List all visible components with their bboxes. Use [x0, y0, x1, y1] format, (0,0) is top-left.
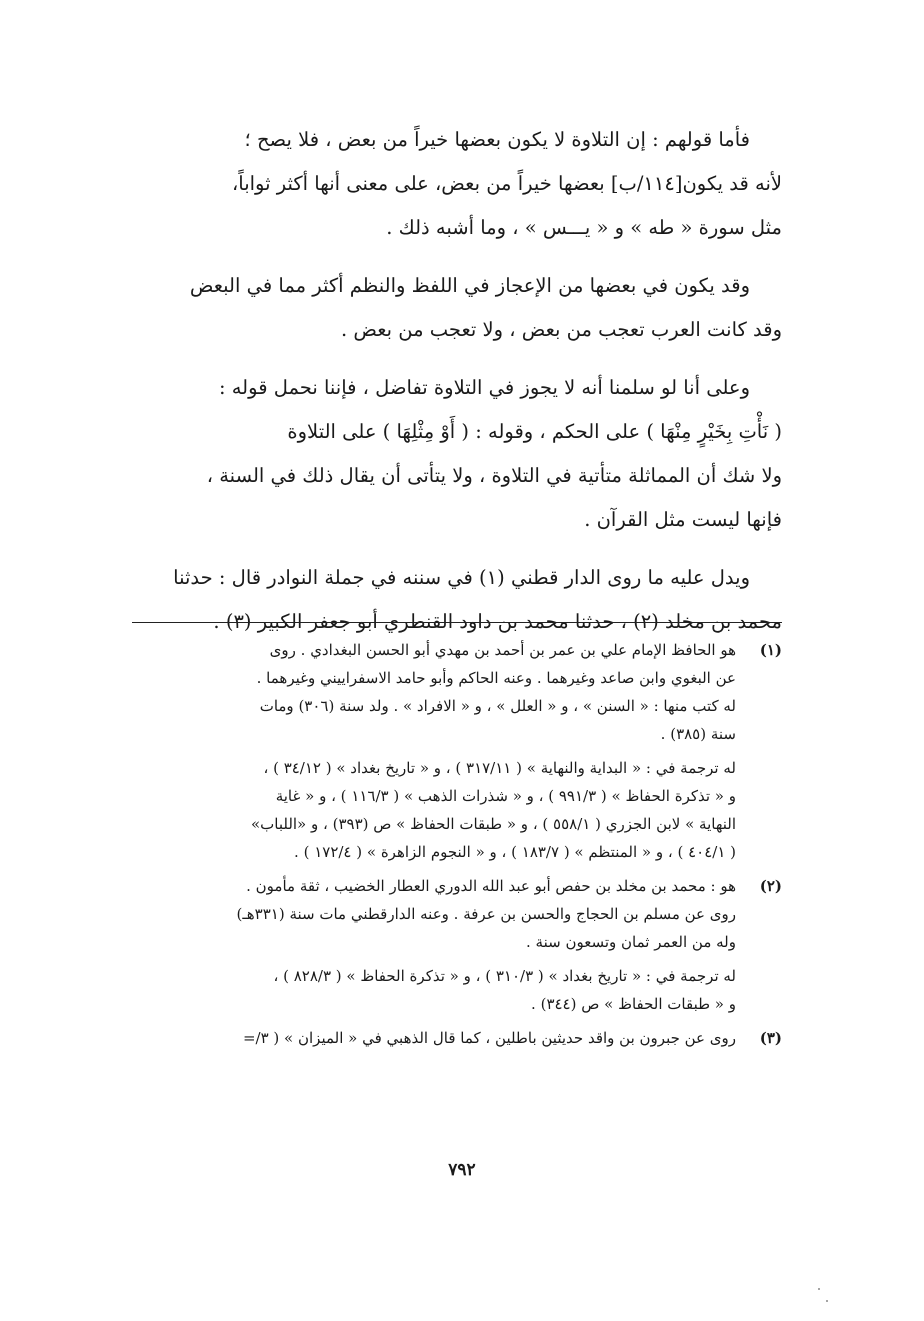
text-line: فأما قولهم : إن التلاوة لا يكون بعضها خيراً من بعض ، فلا يصح ؛: [244, 128, 750, 151]
footnote-line: و « تذكرة الحفاظ » ( ٩٩١/٣ ) ، و « شذرات الذهب » ( ١١٦/٣ ) ، و « غاية: [275, 787, 736, 805]
text-line: فإنها ليست مثل القرآن .: [584, 508, 782, 531]
footnote-block: [132, 754, 736, 866]
text-line: محمد بن مخلد (٢) ، حدثنا محمد بن داود القنطري أبو جعفر الكبير (٣) .: [213, 610, 782, 633]
text-line: ويدل عليه ما روى الدار قطني (١) في سننه في جملة النوادر قال : حدثنا: [173, 566, 750, 589]
paragraph-1: [132, 118, 782, 250]
text-line: وعلى أنا لو سلمنا أنه لا يجوز في التلاوة تفاضل ، فإننا نحمل قوله :: [218, 376, 750, 399]
footnote-line: له ترجمة في : « البداية والنهاية » ( ٣١٧/١١ ) ، و « تاريخ بغداد » ( ٣٤/١٢ ) ،: [263, 759, 736, 777]
text-line: وقد كانت العرب تعجب من بعض ، ولا تعجب من بعض .: [340, 318, 782, 341]
text-line: مثل سورة « طه » و « يـــس » ، وما أشبه ذلك .: [386, 216, 782, 239]
footnote-divider: [132, 622, 782, 623]
footnote-number: (١): [759, 641, 782, 659]
footnote-block: [132, 872, 736, 956]
footnote-line: له ترجمة في : « تاريخ بغداد » ( ٣١٠/٣ ) ، و « تذكرة الحفاظ » ( ٨٢٨/٣ ) ،: [273, 967, 736, 985]
paragraph-4: [132, 556, 782, 644]
text-line: لأنه قد يكون[١١٤/ب] بعضها خيراً من بعض، على معنى أنها أكثر ثواباً،: [231, 172, 782, 195]
footnote-block: [132, 636, 736, 748]
footnote-line: سنة (٣٨٥) .: [660, 725, 736, 743]
text-line: وقد يكون في بعضها من الإعجاز في اللفظ والنظم أكثر مما في البعض: [189, 274, 750, 297]
footnote-line: و « طبقات الحفاظ » ص (٣٤٤) .: [531, 995, 736, 1013]
main-text: [132, 118, 782, 658]
footnote-1: [132, 636, 782, 866]
footnotes: [132, 636, 782, 1058]
scan-speck: [818, 1288, 820, 1290]
footnote-line: له كتب منها : « السنن » ، و « العلل » ، و « الافراد » . ولد سنة (٣٠٦) ومات: [259, 697, 736, 715]
scan-speck: [826, 1300, 828, 1302]
footnote-line: ( ٤٠٤/١ ) ، و « المنتظم » ( ١٨٣/٧ ) ، و « النجوم الزاهرة » ( ١٧٢/٤ ) .: [294, 843, 736, 861]
paragraph-3: [132, 366, 782, 542]
footnote-line: وله من العمر ثمان وتسعون سنة .: [526, 933, 736, 951]
footnote-line: روى عن مسلم بن الحجاج والحسن بن عرفة . وعنه الدارقطني مات سنة (٣٣١هـ): [236, 905, 736, 923]
footnote-3: [132, 1024, 782, 1052]
footnote-block: [132, 1024, 736, 1052]
footnote-line: هو : محمد بن مخلد بن حفص أبو عبد الله الدوري العطار الخضيب ، ثقة مأمون .: [246, 877, 736, 895]
footnote-number: (٣): [759, 1029, 782, 1047]
footnote-line: النهاية » لابن الجزري ( ٥٥٨/١ ) ، و « طبقات الحفاظ » ص (٣٩٣) ، و «اللباب»: [250, 815, 736, 833]
footnote-line: هو الحافظ الإمام علي بن عمر بن أحمد بن مهدي أبو الحسن البغدادي . روى: [269, 641, 736, 659]
text-line: ( نَأْتِ بِخَيْرٍ مِنْهَا ) على الحكم ، وقوله : ( أَوْ مِثْلِهَا ) على التلاوة: [287, 420, 782, 443]
paragraph-2: [132, 264, 782, 352]
page-number: ٧٩٢: [448, 1160, 476, 1180]
text-line: ولا شك أن المماثلة متأتية في التلاوة ، ولا يتأتى أن يقال ذلك في السنة ،: [206, 464, 782, 487]
footnote-2: [132, 872, 782, 1018]
footnote-number: (٢): [759, 877, 782, 895]
footnote-line: روى عن جبرون بن واقد حديثين باطلين ، كما قال الذهبي في « الميزان » ( ٣/=: [242, 1029, 736, 1047]
footnote-line: عن البغوي وابن صاعد وغيرهما . وعنه الحاكم وأبو حامد الاسفراييني وغيرهما .: [256, 669, 736, 687]
footnote-block: [132, 962, 736, 1018]
